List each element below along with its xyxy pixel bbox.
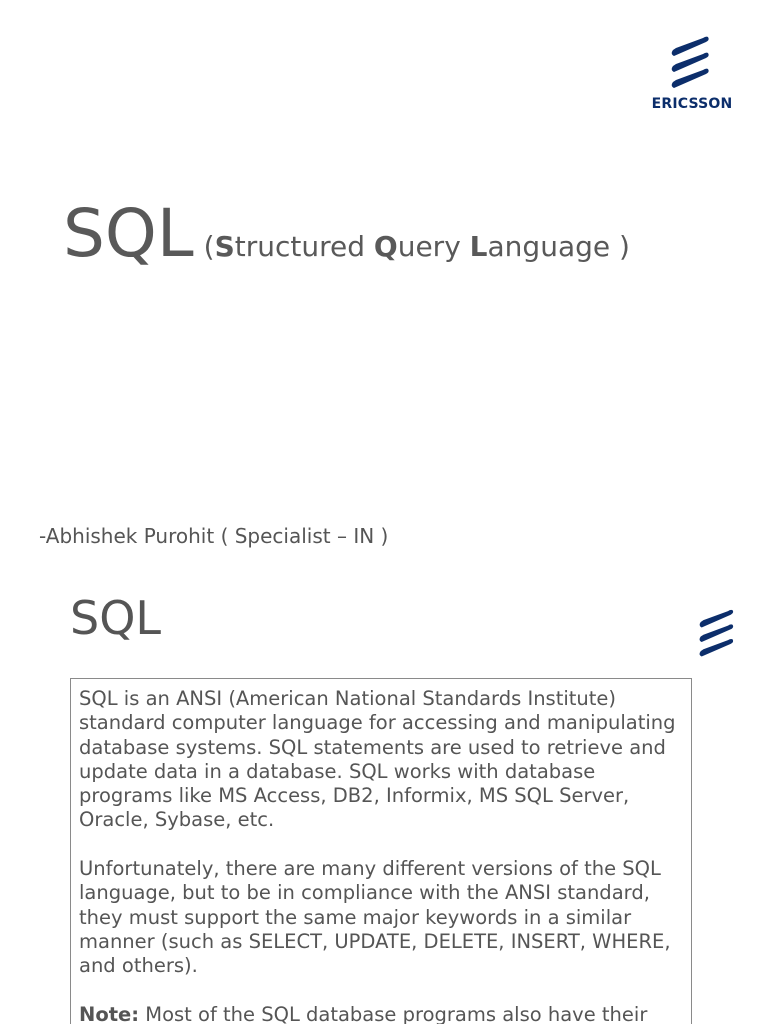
slide-heading: SQL [70,591,162,645]
content-slide [0,576,768,1024]
ericsson-logo-icon [698,606,738,658]
paragraph-versions: Unfortunately, there are many different versions of the SQL language, but to be in compliance with the ANSI standard, they must support the same major keywords in a similar manner (such as SELECT, UPDATE, DELETE, INSERT, WHERE, and others). [79,857,671,978]
note-label: Note: [79,1002,140,1024]
ericsson-logo [648,32,736,116]
title-main: SQL [63,195,194,272]
note-text: Most of the SQL database programs also have their [139,1002,648,1024]
ericsson-wordmark: ERICSSON [651,96,733,112]
paragraph-intro: SQL is an ANSI (American National Standards Institute) standard computer language for accessing and manipulating database systems. SQL statements are used to retrieve and update data in a database. SQL works with database programs like MS Access, DB2, Informix, MS SQL Server, Oracle, Sybase, etc. [79,687,676,832]
author-line: -Abhishek Purohit ( Specialist – IN ) [39,524,389,548]
content-textbox [70,678,692,1024]
title-subtitle: (Structured Query Language ) [203,230,630,263]
paragraph-note [79,1003,683,1024]
ericsson-logo-icon [670,34,714,88]
slide-title [63,192,630,276]
